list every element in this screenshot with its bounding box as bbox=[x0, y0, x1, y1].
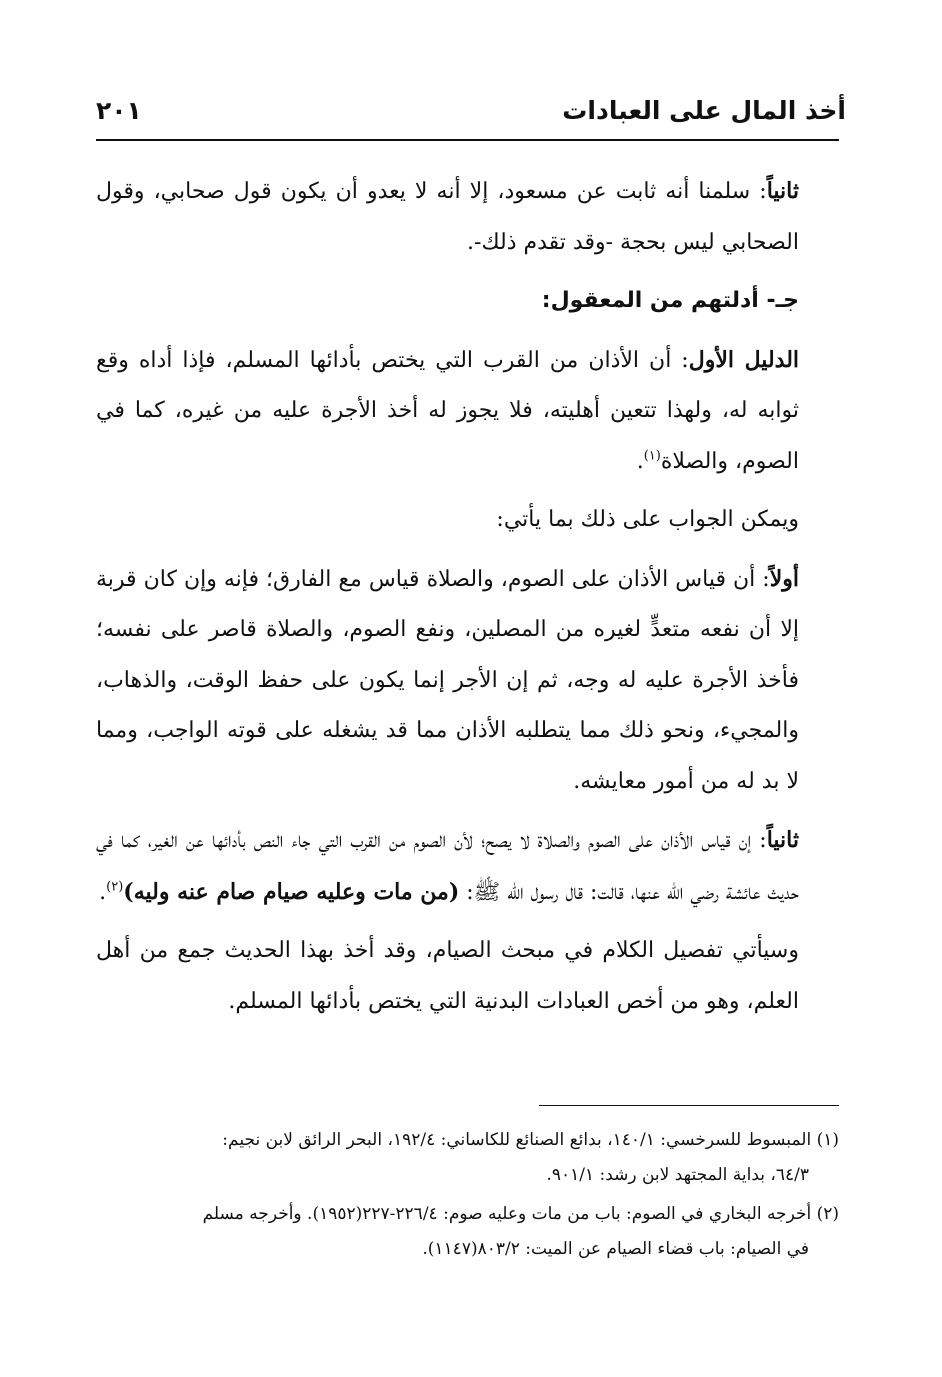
footnote-1 bbox=[96, 1123, 839, 1193]
page-number: ٢٠١ bbox=[96, 96, 142, 125]
footnote-marker: (٢) bbox=[106, 879, 124, 895]
footnote-separator bbox=[539, 1105, 839, 1106]
section-heading-text: جـ- أدلتهم من المعقول: bbox=[541, 288, 799, 313]
footnote-2-line-1: (٢) أخرجه البخاري في الصوم: باب من مات وعليه صوم: ٢٢٦/٤-٢٢٧(١٩٥٢). وأخرجه مسلم bbox=[202, 1204, 839, 1224]
footnote-2 bbox=[96, 1197, 839, 1267]
paragraph-lead: الدليل الأول bbox=[688, 346, 800, 373]
paragraph-lead: ثانياً bbox=[766, 827, 799, 853]
paragraph-first-evidence bbox=[96, 335, 839, 488]
paragraph-second-reply bbox=[96, 166, 839, 268]
hadith-quote: (من مات وعليه صيام صام عنه وليه) bbox=[123, 878, 460, 905]
paragraph-second-answer bbox=[96, 815, 839, 918]
main-text bbox=[96, 166, 839, 1027]
footnote-2-line-2: في الصيام: باب قضاء الصيام عن الميت: ٨٠٣/٢(١١٤٧). bbox=[422, 1239, 809, 1259]
paragraph-lead: ثانياً bbox=[766, 178, 799, 204]
paragraph-lead: أولاً bbox=[769, 565, 799, 592]
footnote-1-line-2: ٦٤/٣، بداية المجتهد لابن رشد: ٩٠١/١. bbox=[546, 1165, 809, 1185]
paragraph-text: : إن قياس الأذان على الصوم والصلاة لا يصح؛ لأن الصوم من القرب التي جاء النص بأدائها عن الغير، كما في حديث عائشة رضي الله عنها، قالت: قال رسول الله ﷺ: bbox=[96, 828, 799, 905]
paragraph-text: وسيأتي تفصيل الكلام في مبحث الصيام، وقد أخذ بهذا الحديث جمع من أهل العلم، وهو من أخص العبادات البدنية التي يختص بأدائها المسلم. bbox=[96, 938, 799, 1014]
running-header-title: أخذ المال على العبادات bbox=[562, 96, 846, 125]
footnotes bbox=[96, 1123, 839, 1271]
paragraph-first-answer bbox=[96, 554, 839, 808]
paragraph-text: : أن قياس الأذان على الصوم، والصلاة قياس مع الفارق؛ فإنه وإن كان قربة إلا أن نفعه متعدٍّ لغيره من المصلين، ونفع الصوم، والصلاة قاصر على نفسه؛ فأخذ الأجرة عليه له وجه، ثم إن الأجر إنما يكون على حفظ الوقت، والذهاب، والمجيء، ونحو ذلك مما يتطلبه الأذان مما قد يشغله على قوته الواجب، ومما لا بد له من أمور معايشه. bbox=[96, 566, 799, 794]
paragraph-text: ويمكن الجواب على ذلك بما يأتي: bbox=[496, 507, 799, 532]
footnote-marker: (١) bbox=[643, 448, 661, 464]
paragraph-text: : أن الأذان من القرب التي يختص بأدائها المسلم، فإذا أداه وقع ثوابه له، ولهذا تتعين أهليته، فلا يجوز له أخذ الأجرة عليه من غيره، كما في الصوم، والصلاة bbox=[96, 347, 799, 474]
footnote-1-line-1: (١) المبسوط للسرخسي: ١٤٠/١، بدائع الصنائع للكاساني: ١٩٢/٤، البحر الرائق لابن نجيم: bbox=[222, 1130, 839, 1150]
paragraph-text: : سلمنا أنه ثابت عن مسعود، إلا أنه لا يعدو أن يكون قول صحابي، وقول الصحابي ليس بحجة -وقد تقدم ذلك-. bbox=[96, 179, 799, 255]
paragraph-end: . bbox=[99, 879, 107, 905]
header-rule bbox=[96, 139, 839, 141]
paragraph-intro-answer bbox=[96, 495, 839, 546]
section-heading bbox=[96, 276, 839, 327]
paragraph-closing bbox=[96, 926, 839, 1027]
paragraph-end: . bbox=[636, 448, 644, 474]
